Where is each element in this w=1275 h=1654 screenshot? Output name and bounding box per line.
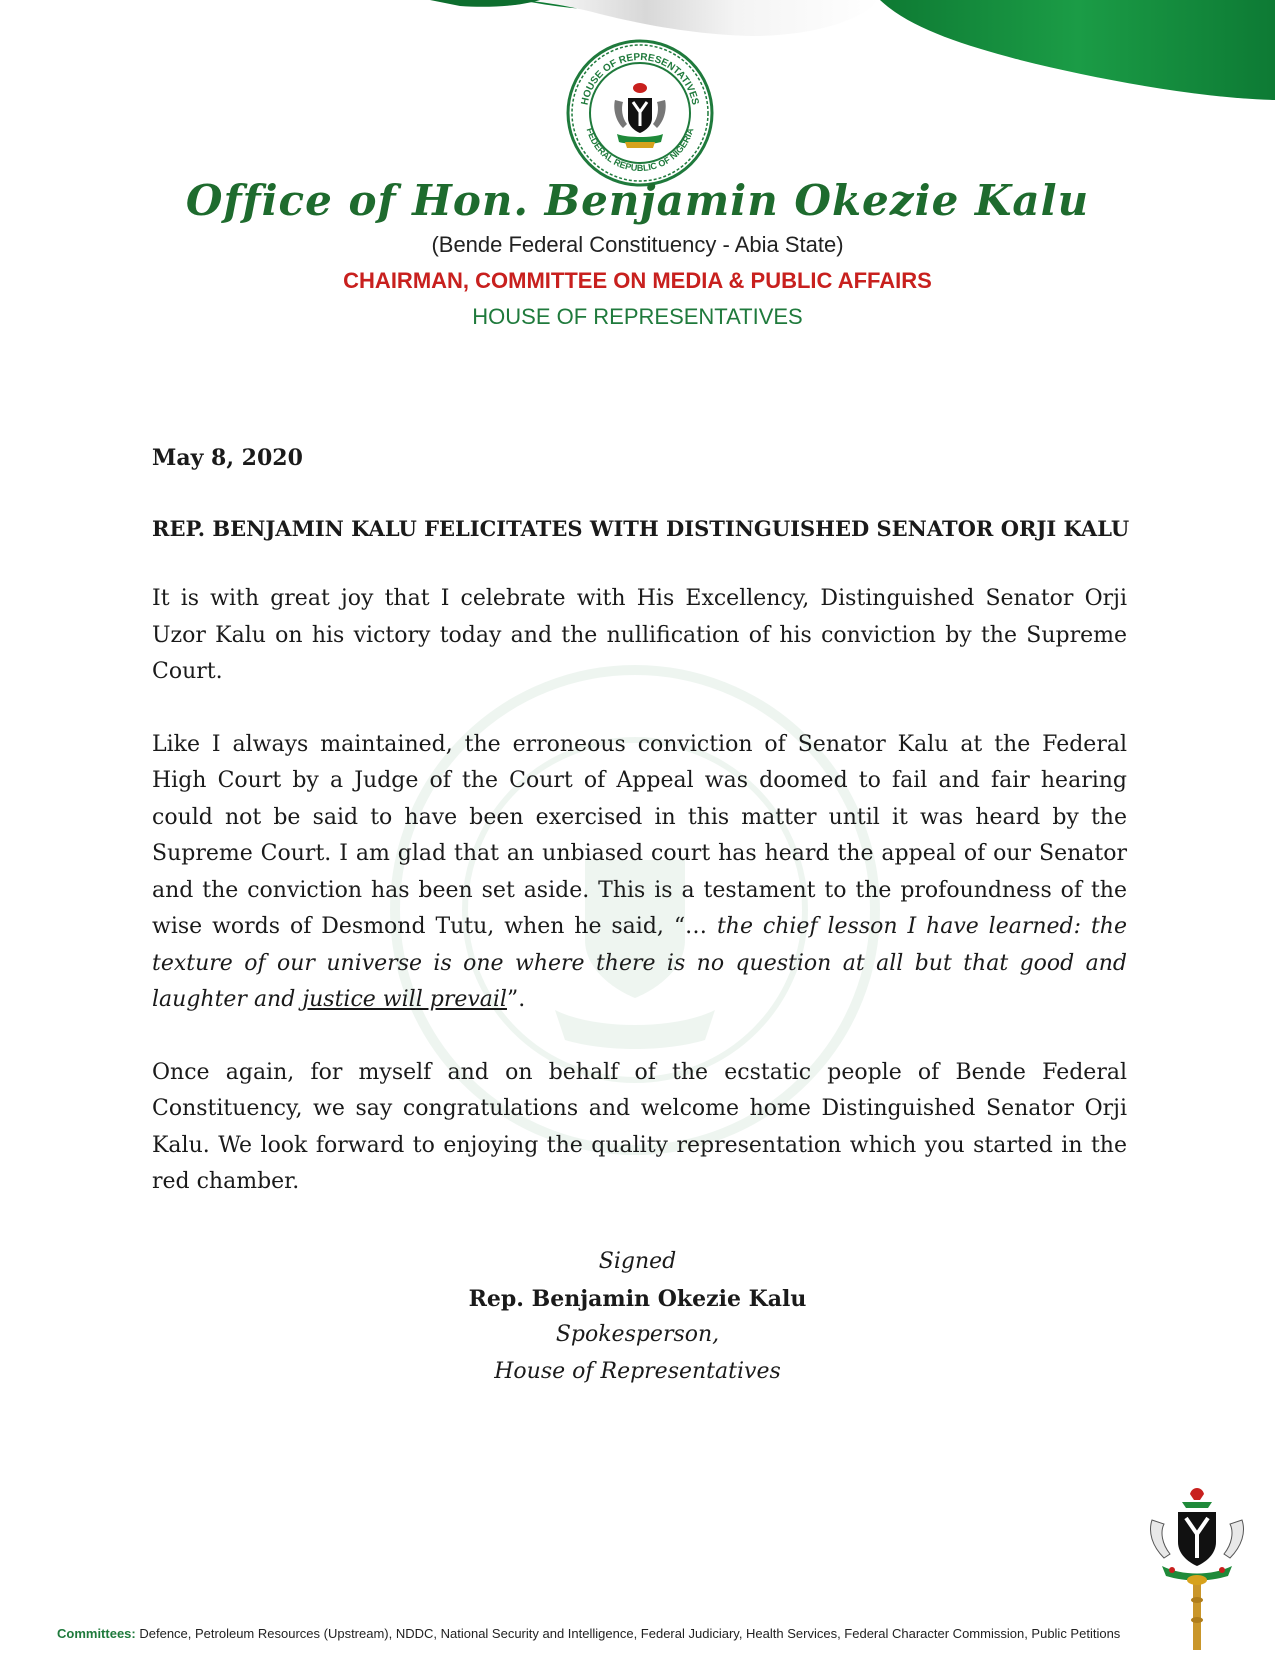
- letter-headline: REP. BENJAMIN KALU FELICITATES WITH DISTINGUISHED SENATOR ORJI KALU: [152, 515, 1130, 541]
- letter-body: [152, 440, 1130, 1237]
- letter-date: May 8, 2020: [152, 445, 303, 471]
- paragraph-3: Once again, for myself and on behalf of the ecstatic people of Bende Federal Constituency, we say congratulations and welcome home Distinguished Senator Orji Kalu. We look forward to enjoying the quality representation which you started in the red chamber.: [152, 1059, 1127, 1194]
- signatory-body: House of Representatives: [494, 1358, 781, 1384]
- chairman-line: CHAIRMAN, COMMITTEE ON MEDIA & PUBLIC AFFAIRS: [343, 268, 932, 294]
- paragraph-2-text: Like I always maintained, the erroneous conviction of Senator Kalu at the Federal High Court by a Judge of the Court of Appeal was doomed to fail and fair hearing could not be said to have been exercised in this matter until it was heard by the Supreme Court. I am glad that an unbiased court has heard the appeal of our Senator and the conviction has been set aside. This is a testament to the profoundness of the wise words of Desmond Tutu, when he said, “…: [152, 731, 1127, 939]
- office-title: Office of Hon. Benjamin Okezie Kalu: [185, 176, 1090, 225]
- signatory-role: Spokesperson,: [555, 1322, 720, 1347]
- paragraph-2: [152, 727, 1127, 1019]
- tutu-quote-underlined: justice will prevail: [302, 987, 507, 1012]
- committees-list: Defence, Petroleum Resources (Upstream), NDDC, National Security and Intelligence, Federal Judiciary, Health Services, Federal Character Commission, Public Petitions: [135, 1626, 1121, 1641]
- committees-label: Committees:: [57, 1626, 136, 1641]
- nigeria-coat-of-arms-icon: [1142, 1480, 1252, 1650]
- committees-footer: [57, 1626, 1257, 1641]
- signed-label: Signed: [598, 1249, 677, 1274]
- paragraph-2-end: ”.: [506, 987, 526, 1012]
- house-line: HOUSE OF REPRESENTATIVES: [472, 304, 803, 330]
- masthead: [0, 176, 1275, 330]
- svg-text:HOUSE OF REPRESENTATIVES: HOUSE OF REPRESENTATIVES: [579, 51, 701, 106]
- paragraph-1: It is with great joy that I celebrate with His Excellency, Distinguished Senator Orji Uzor Kalu on his victory today and the nullification of his conviction by the Supreme Court.: [152, 586, 1127, 684]
- svg-text:FEDERAL REPUBLIC OF NIGERIA: FEDERAL REPUBLIC OF NIGERIA: [584, 126, 696, 173]
- signatory-name: Rep. Benjamin Okezie Kalu: [468, 1285, 807, 1312]
- tutu-quote-text: the chief lesson I have learned: the texture of our universe is one where there is no question at all but that good and laughter and: [152, 914, 1127, 1012]
- house-of-representatives-seal-icon: [565, 38, 715, 188]
- constituency-line: (Bende Federal Constituency - Abia State): [431, 232, 844, 258]
- signature-block: [0, 1244, 1275, 1390]
